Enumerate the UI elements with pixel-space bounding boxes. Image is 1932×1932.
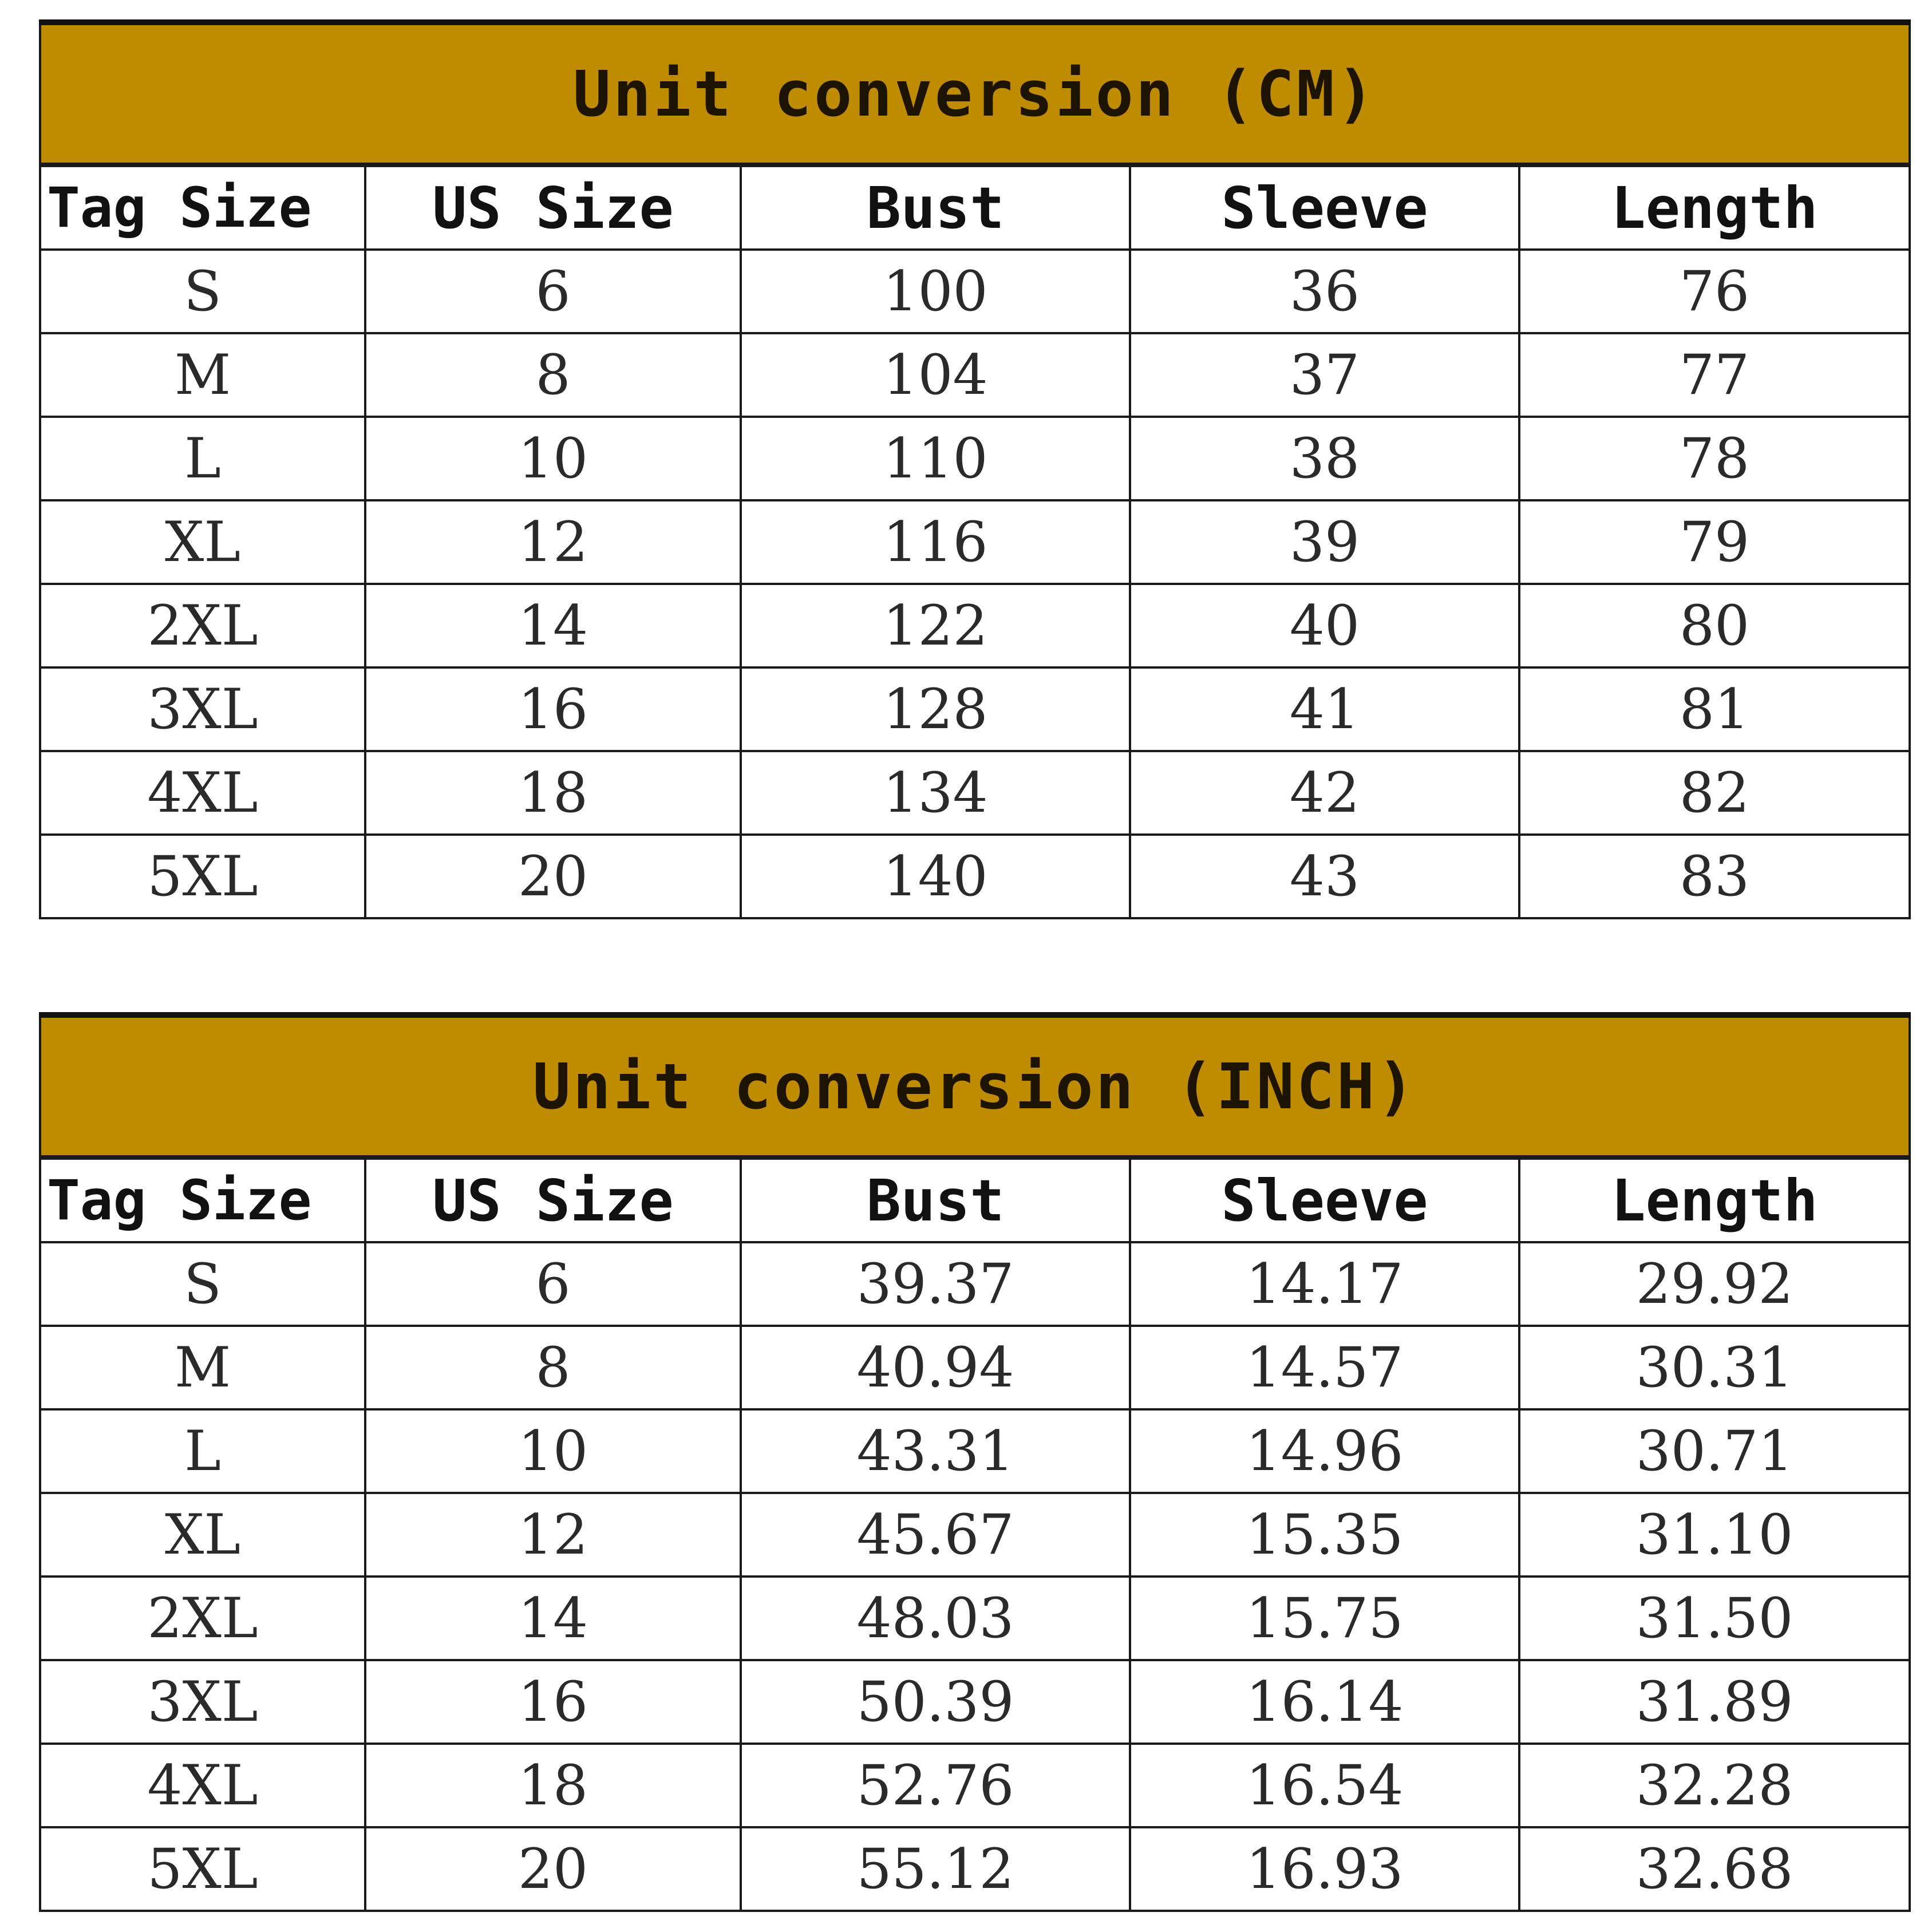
us-size-cell: 18 [365, 1744, 741, 1827]
sleeve-cell: 15.75 [1130, 1577, 1519, 1660]
sleeve-cell: 15.35 [1130, 1493, 1519, 1577]
tag-size-cell: 5XL [40, 835, 365, 918]
us-size-cell: 12 [365, 500, 741, 584]
length-cell: 80 [1519, 584, 1910, 667]
column-header-tag-size: Tag Size [40, 1157, 365, 1242]
column-header-us-size: US Size [365, 165, 741, 250]
length-cell: 32.68 [1519, 1827, 1910, 1911]
column-header-bust: Bust [741, 1157, 1130, 1242]
bust-cell: 45.67 [741, 1493, 1130, 1577]
us-size-cell: 10 [365, 1409, 741, 1493]
table-row [40, 1577, 1910, 1660]
us-size-cell: 6 [365, 1242, 741, 1326]
length-cell: 77 [1519, 333, 1910, 417]
length-cell: 30.71 [1519, 1409, 1910, 1493]
bust-cell: 39.37 [741, 1242, 1130, 1326]
us-size-cell: 12 [365, 1493, 741, 1577]
sleeve-cell: 14.17 [1130, 1242, 1519, 1326]
table-row [40, 1409, 1910, 1493]
tag-size-cell: 5XL [40, 1827, 365, 1911]
table-row [40, 1827, 1910, 1911]
tag-size-cell: 2XL [40, 1577, 365, 1660]
length-cell: 81 [1519, 667, 1910, 751]
tag-size-cell: 2XL [40, 584, 365, 667]
table-row [40, 751, 1910, 835]
length-cell: 79 [1519, 500, 1910, 584]
bust-cell: 55.12 [741, 1827, 1130, 1911]
tag-size-cell: 3XL [40, 667, 365, 751]
bust-cell: 140 [741, 835, 1130, 918]
table-row [40, 667, 1910, 751]
table-row [40, 1660, 1910, 1744]
bust-cell: 52.76 [741, 1744, 1130, 1827]
us-size-cell: 18 [365, 751, 741, 835]
bust-cell: 43.31 [741, 1409, 1130, 1493]
length-cell: 76 [1519, 250, 1910, 333]
table-row [40, 835, 1910, 918]
column-header-sleeve: Sleeve [1130, 1157, 1519, 1242]
table-title-row [40, 1015, 1910, 1157]
tag-size-cell: XL [40, 1493, 365, 1577]
bust-cell: 48.03 [741, 1577, 1130, 1660]
table-header-row [40, 1157, 1910, 1242]
us-size-cell: 8 [365, 1326, 741, 1409]
length-cell: 78 [1519, 417, 1910, 500]
column-header-length: Length [1519, 165, 1910, 250]
column-header-tag-size: Tag Size [40, 165, 365, 250]
tag-size-cell: 4XL [40, 751, 365, 835]
length-cell: 31.89 [1519, 1660, 1910, 1744]
table-row [40, 333, 1910, 417]
sleeve-cell: 38 [1130, 417, 1519, 500]
length-cell: 30.31 [1519, 1326, 1910, 1409]
sleeve-cell: 42 [1130, 751, 1519, 835]
size-table-inch [39, 1012, 1911, 1912]
us-size-cell: 20 [365, 835, 741, 918]
us-size-cell: 8 [365, 333, 741, 417]
us-size-cell: 10 [365, 417, 741, 500]
size-table-cm [39, 19, 1911, 919]
table-row [40, 1744, 1910, 1827]
length-cell: 32.28 [1519, 1744, 1910, 1827]
length-cell: 29.92 [1519, 1242, 1910, 1326]
bust-cell: 110 [741, 417, 1130, 500]
bust-cell: 122 [741, 584, 1130, 667]
length-cell: 83 [1519, 835, 1910, 918]
column-header-bust: Bust [741, 165, 1130, 250]
tag-size-cell: 3XL [40, 1660, 365, 1744]
sleeve-cell: 39 [1130, 500, 1519, 584]
table-title: Unit conversion (CM) [40, 22, 1910, 165]
sleeve-cell: 14.57 [1130, 1326, 1519, 1409]
sleeve-cell: 16.54 [1130, 1744, 1519, 1827]
table-row [40, 500, 1910, 584]
tag-size-cell: L [40, 1409, 365, 1493]
sleeve-cell: 16.14 [1130, 1660, 1519, 1744]
sleeve-cell: 43 [1130, 835, 1519, 918]
sleeve-cell: 40 [1130, 584, 1519, 667]
tag-size-cell: S [40, 250, 365, 333]
bust-cell: 100 [741, 250, 1130, 333]
table-row [40, 1493, 1910, 1577]
us-size-cell: 14 [365, 1577, 741, 1660]
table-title: Unit conversion (INCH) [40, 1015, 1910, 1157]
column-header-sleeve: Sleeve [1130, 165, 1519, 250]
bust-cell: 134 [741, 751, 1130, 835]
tag-size-cell: M [40, 333, 365, 417]
length-cell: 31.50 [1519, 1577, 1910, 1660]
column-header-us-size: US Size [365, 1157, 741, 1242]
sleeve-cell: 37 [1130, 333, 1519, 417]
bust-cell: 104 [741, 333, 1130, 417]
table-row [40, 250, 1910, 333]
bust-cell: 50.39 [741, 1660, 1130, 1744]
table-row [40, 1326, 1910, 1409]
bust-cell: 116 [741, 500, 1130, 584]
sleeve-cell: 14.96 [1130, 1409, 1519, 1493]
sleeve-cell: 36 [1130, 250, 1519, 333]
us-size-cell: 16 [365, 1660, 741, 1744]
sleeve-cell: 41 [1130, 667, 1519, 751]
bust-cell: 128 [741, 667, 1130, 751]
table-header-row [40, 165, 1910, 250]
bust-cell: 40.94 [741, 1326, 1130, 1409]
tag-size-cell: XL [40, 500, 365, 584]
us-size-cell: 6 [365, 250, 741, 333]
tag-size-cell: 4XL [40, 1744, 365, 1827]
us-size-cell: 16 [365, 667, 741, 751]
tag-size-cell: L [40, 417, 365, 500]
table-row [40, 1242, 1910, 1326]
tag-size-cell: S [40, 1242, 365, 1326]
table-title-row [40, 22, 1910, 165]
column-header-length: Length [1519, 1157, 1910, 1242]
length-cell: 31.10 [1519, 1493, 1910, 1577]
sleeve-cell: 16.93 [1130, 1827, 1519, 1911]
tag-size-cell: M [40, 1326, 365, 1409]
table-row [40, 584, 1910, 667]
length-cell: 82 [1519, 751, 1910, 835]
us-size-cell: 14 [365, 584, 741, 667]
table-row [40, 417, 1910, 500]
us-size-cell: 20 [365, 1827, 741, 1911]
